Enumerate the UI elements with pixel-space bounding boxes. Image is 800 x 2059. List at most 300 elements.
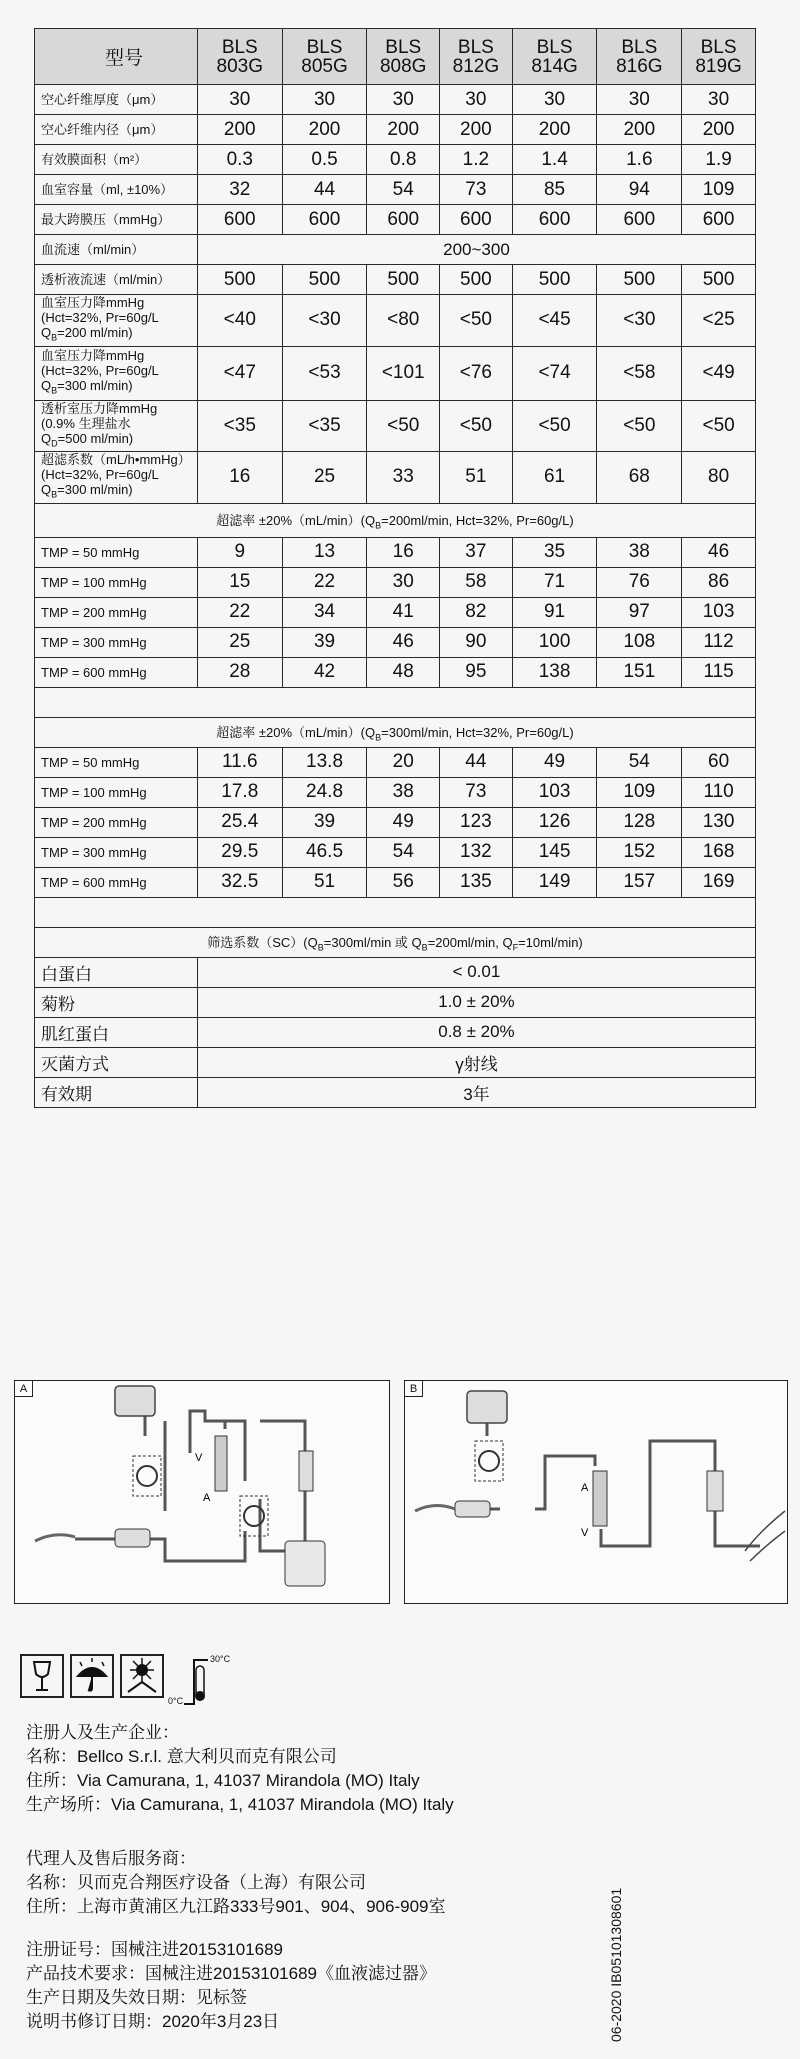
connector-icon bbox=[115, 1529, 150, 1547]
diagram-b-drawing bbox=[405, 1381, 789, 1605]
table-cell: 30 bbox=[367, 567, 440, 597]
label-line: (Hct=32%, Pr=60g/L bbox=[41, 362, 159, 378]
spec-table bbox=[34, 28, 756, 1108]
spacer-row bbox=[35, 897, 756, 927]
table-row bbox=[35, 235, 756, 265]
model-line1: BLS bbox=[536, 36, 573, 58]
registration-revised: 说明书修订日期：2020年3月23日 bbox=[26, 2012, 280, 2031]
fragile-icon bbox=[20, 1654, 64, 1698]
hemofilter-b-icon bbox=[593, 1471, 607, 1526]
table-cell: 68 bbox=[597, 452, 682, 504]
section-header bbox=[35, 927, 756, 957]
registration-cert: 注册证号：国械注进20153101689 bbox=[26, 1940, 284, 1959]
table-cell: 60 bbox=[682, 747, 756, 777]
table-cell: 97 bbox=[597, 597, 682, 627]
document-code: 06-2020 IB05101308601 bbox=[608, 1887, 624, 2042]
table-cell: 132 bbox=[440, 837, 513, 867]
table-row bbox=[35, 867, 756, 897]
table-cell: 肌红蛋白 bbox=[35, 1017, 198, 1047]
label-line: 血室压力降mmHg bbox=[41, 295, 145, 310]
spacer-row bbox=[35, 687, 756, 717]
subscript: B bbox=[375, 732, 382, 743]
table-cell: <80 bbox=[367, 295, 440, 347]
table-cell: 54 bbox=[367, 837, 440, 867]
table-cell: 200 bbox=[367, 115, 440, 145]
table-row bbox=[35, 400, 756, 452]
label-part: =200 ml/min) bbox=[57, 325, 133, 340]
label-part: Q bbox=[41, 377, 52, 393]
table-cell: 135 bbox=[440, 867, 513, 897]
table-cell: 157 bbox=[597, 867, 682, 897]
table-cell: 39 bbox=[282, 807, 367, 837]
table-row bbox=[35, 627, 756, 657]
table-cell: 115 bbox=[682, 657, 756, 687]
table-cell: 有效膜面积（m²） bbox=[35, 145, 198, 175]
model-line1: BLS bbox=[700, 36, 737, 58]
table-cell bbox=[597, 29, 682, 85]
label-part: =300 ml/min) bbox=[57, 482, 133, 498]
table-cell: 49 bbox=[367, 807, 440, 837]
table-cell: 500 bbox=[682, 265, 756, 295]
table-cell: 61 bbox=[512, 452, 597, 504]
model-line2: 808G bbox=[379, 55, 427, 77]
table-cell bbox=[367, 29, 440, 85]
table-cell: 32 bbox=[197, 175, 282, 205]
table-cell bbox=[282, 29, 367, 85]
table-cell: 200 bbox=[597, 115, 682, 145]
label-line bbox=[41, 482, 195, 503]
table-cell: 32.5 bbox=[197, 867, 282, 897]
table-cell: 123 bbox=[440, 807, 513, 837]
subscript: B bbox=[421, 942, 428, 953]
waste-bag-icon bbox=[285, 1541, 325, 1586]
saline-bag-icon bbox=[115, 1386, 155, 1416]
table-cell: 空心纤维厚度（μm） bbox=[35, 85, 198, 115]
model-line1: BLS bbox=[457, 36, 494, 58]
table-cell: 100 bbox=[512, 627, 597, 657]
table-cell: 1.4 bbox=[512, 145, 597, 175]
table-cell: 25 bbox=[197, 627, 282, 657]
manufacturer-heading: 注册人及生产企业： bbox=[26, 1723, 179, 1742]
table-cell: 49 bbox=[512, 747, 597, 777]
table-cell: TMP = 100 mmHg bbox=[35, 777, 198, 807]
table-cell: <74 bbox=[512, 346, 597, 400]
table-cell: 0.8 bbox=[367, 145, 440, 175]
table-cell: 0.5 bbox=[282, 145, 367, 175]
table-cell: 25 bbox=[282, 452, 367, 504]
table-cell bbox=[35, 927, 756, 957]
temp-low-label: 0°C bbox=[168, 1696, 184, 1706]
table-cell: <25 bbox=[682, 295, 756, 347]
subscript: B bbox=[51, 332, 58, 343]
table-cell: 15 bbox=[197, 567, 282, 597]
table-cell: 200 bbox=[440, 115, 513, 145]
table-cell: <45 bbox=[512, 295, 597, 347]
table-cell: 103 bbox=[682, 597, 756, 627]
table-cell: 有效期 bbox=[35, 1077, 198, 1107]
diagram-b-label-v: V bbox=[581, 1527, 589, 1539]
table-cell: 94 bbox=[597, 175, 682, 205]
table-cell: 86 bbox=[682, 567, 756, 597]
diagram-a-label-a: A bbox=[203, 1492, 211, 1504]
table-cell: 200 bbox=[282, 115, 367, 145]
diagram-a bbox=[14, 1380, 390, 1604]
table-cell: 血流速（ml/min） bbox=[35, 235, 198, 265]
table-cell: <53 bbox=[282, 346, 367, 400]
table-cell: 48 bbox=[367, 657, 440, 687]
table-cell: 13 bbox=[282, 537, 367, 567]
table-cell: 82 bbox=[440, 597, 513, 627]
table-row bbox=[35, 537, 756, 567]
table-cell: 透析液流速（ml/min） bbox=[35, 265, 198, 295]
table-cell: 46 bbox=[682, 537, 756, 567]
temp-high-label: 30°C bbox=[210, 1654, 231, 1664]
table-cell: 500 bbox=[282, 265, 367, 295]
table-cell: 91 bbox=[512, 597, 597, 627]
manufacturer-site: 生产场所：Via Camurana, 1, 41037 Mirandola (MO) Italy bbox=[26, 1795, 454, 1814]
hemofilter-a-icon bbox=[215, 1436, 227, 1491]
label-line: (0.9% 生理盐水 bbox=[41, 415, 131, 431]
table-row bbox=[35, 807, 756, 837]
subscript: B bbox=[51, 489, 58, 500]
table-cell: 13.8 bbox=[282, 747, 367, 777]
table-cell: 30 bbox=[597, 85, 682, 115]
table-cell: 500 bbox=[197, 265, 282, 295]
diagram-b-tag: B bbox=[405, 1381, 423, 1397]
table-cell: 109 bbox=[682, 175, 756, 205]
saline-bag-b-icon bbox=[467, 1391, 507, 1423]
model-line1: BLS bbox=[621, 36, 658, 58]
section-header bbox=[35, 503, 756, 537]
registration-dates: 生产日期及失效日期：见标签 bbox=[26, 1988, 247, 2007]
section-header bbox=[35, 717, 756, 747]
table-cell: 29.5 bbox=[197, 837, 282, 867]
diagram-b-label-a: A bbox=[581, 1482, 589, 1494]
table-cell: <30 bbox=[282, 295, 367, 347]
table-cell: 130 bbox=[682, 807, 756, 837]
table-cell: <50 bbox=[512, 400, 597, 452]
table-cell: 500 bbox=[597, 265, 682, 295]
table-row bbox=[35, 145, 756, 175]
table-cell: 37 bbox=[440, 537, 513, 567]
table-cell: 51 bbox=[440, 452, 513, 504]
subscript: D bbox=[51, 438, 58, 449]
table-cell: 最大跨膜压（mmHg） bbox=[35, 205, 198, 235]
subscript: B bbox=[317, 942, 324, 953]
table-cell: <58 bbox=[597, 346, 682, 400]
model-line1: BLS bbox=[221, 36, 258, 58]
table-cell: 1.9 bbox=[682, 145, 756, 175]
table-cell: 30 bbox=[282, 85, 367, 115]
table-cell: 44 bbox=[282, 175, 367, 205]
table-cell: 200~300 bbox=[197, 235, 755, 265]
keep-dry-icon bbox=[70, 1654, 114, 1698]
table-cell bbox=[35, 503, 756, 537]
header-text: 超滤率 ±20%（mL/min）(Q bbox=[216, 724, 376, 740]
table-cell: 90 bbox=[440, 627, 513, 657]
table-cell: 菊粉 bbox=[35, 987, 198, 1017]
registration-requirement: 产品技术要求：国械注进20153101689《血液滤过器》 bbox=[26, 1964, 436, 1983]
table-cell: <50 bbox=[440, 400, 513, 452]
table-cell: 0.8 ± 20% bbox=[197, 1017, 755, 1047]
table-cell: 51 bbox=[282, 867, 367, 897]
table-cell: <50 bbox=[440, 295, 513, 347]
table-row bbox=[35, 987, 756, 1017]
table-cell: <76 bbox=[440, 346, 513, 400]
table-cell: 200 bbox=[197, 115, 282, 145]
table-cell: 46.5 bbox=[282, 837, 367, 867]
table-row bbox=[35, 777, 756, 807]
table-cell bbox=[35, 400, 198, 452]
table-cell: 54 bbox=[597, 747, 682, 777]
table-cell: <40 bbox=[197, 295, 282, 347]
label-line: 血室压力降mmHg bbox=[41, 347, 145, 363]
table-cell: 1.6 bbox=[597, 145, 682, 175]
table-cell bbox=[35, 687, 756, 717]
table-cell: 128 bbox=[597, 807, 682, 837]
table-row bbox=[35, 265, 756, 295]
table-cell: 22 bbox=[197, 597, 282, 627]
table-row bbox=[35, 747, 756, 777]
table-row bbox=[35, 957, 756, 987]
table-cell: 169 bbox=[682, 867, 756, 897]
table-cell: 30 bbox=[440, 85, 513, 115]
table-cell bbox=[512, 29, 597, 85]
table-cell: 600 bbox=[682, 205, 756, 235]
table-row bbox=[35, 346, 756, 400]
diagram-a-tag: A bbox=[15, 1381, 33, 1397]
table-cell bbox=[35, 897, 756, 927]
header-text: =200ml/min, Hct=32%, Pr=60g/L) bbox=[381, 512, 574, 528]
table-cell: <50 bbox=[367, 400, 440, 452]
label-part: Q bbox=[41, 482, 52, 498]
table-cell: 200 bbox=[512, 115, 597, 145]
table-cell: 112 bbox=[682, 627, 756, 657]
model-line2: 814G bbox=[531, 55, 578, 77]
table-cell: <49 bbox=[682, 346, 756, 400]
subscript: F bbox=[512, 942, 519, 953]
label-line: (Hct=32%, Pr=60g/L bbox=[41, 310, 159, 325]
table-cell: 30 bbox=[512, 85, 597, 115]
table-cell: 39 bbox=[282, 627, 367, 657]
table-cell: 80 bbox=[682, 452, 756, 504]
table-cell: 28 bbox=[197, 657, 282, 687]
model-line1: BLS bbox=[385, 36, 422, 58]
table-cell: 500 bbox=[367, 265, 440, 295]
table-cell: 38 bbox=[367, 777, 440, 807]
table-cell: 600 bbox=[197, 205, 282, 235]
table-cell: 33 bbox=[367, 452, 440, 504]
table-row bbox=[35, 205, 756, 235]
table-cell: 58 bbox=[440, 567, 513, 597]
table-cell: TMP = 600 mmHg bbox=[35, 657, 198, 687]
table-cell: TMP = 600 mmHg bbox=[35, 867, 198, 897]
table-cell: 24.8 bbox=[282, 777, 367, 807]
table-row bbox=[35, 567, 756, 597]
table-cell: 46 bbox=[367, 627, 440, 657]
table-row bbox=[35, 837, 756, 867]
agent-name: 名称：贝而克合翔医疗设备（上海）有限公司 bbox=[26, 1873, 366, 1892]
table-cell: 138 bbox=[512, 657, 597, 687]
table-cell: <35 bbox=[282, 400, 367, 452]
table-cell: 56 bbox=[367, 867, 440, 897]
table-cell: 168 bbox=[682, 837, 756, 867]
table-cell bbox=[35, 346, 198, 400]
table-cell: 109 bbox=[597, 777, 682, 807]
table-cell: 95 bbox=[440, 657, 513, 687]
drip-chamber-a-icon bbox=[299, 1451, 313, 1491]
table-cell: 126 bbox=[512, 807, 597, 837]
table-cell: 54 bbox=[367, 175, 440, 205]
table-cell: 200 bbox=[682, 115, 756, 145]
model-line1: BLS bbox=[306, 36, 343, 58]
table-cell: 600 bbox=[440, 205, 513, 235]
manufacturer-name: 名称：Bellco S.r.l. 意大利贝而克有限公司 bbox=[26, 1747, 337, 1766]
model-line2: 812G bbox=[452, 55, 500, 77]
model-line2: 803G bbox=[216, 55, 264, 77]
table-row bbox=[35, 175, 756, 205]
table-cell: TMP = 300 mmHg bbox=[35, 627, 198, 657]
table-cell: 145 bbox=[512, 837, 597, 867]
table-cell: 35 bbox=[512, 537, 597, 567]
table-row bbox=[35, 1077, 756, 1107]
table-row bbox=[35, 657, 756, 687]
table-cell bbox=[35, 295, 198, 347]
diagram-b bbox=[404, 1380, 788, 1604]
table-cell: 0.3 bbox=[197, 145, 282, 175]
table-cell: 103 bbox=[512, 777, 597, 807]
table-row bbox=[35, 295, 756, 347]
table-row bbox=[35, 1047, 756, 1077]
table-cell: 600 bbox=[367, 205, 440, 235]
label-line: 超滤系数（mL/h•mmHg） bbox=[41, 452, 191, 468]
table-row bbox=[35, 115, 756, 145]
manufacturer-address: 住所：Via Camurana, 1, 41037 Mirandola (MO) Italy bbox=[26, 1771, 420, 1790]
label-part: =300 ml/min) bbox=[57, 377, 133, 393]
table-cell: 34 bbox=[282, 597, 367, 627]
table-cell: <50 bbox=[597, 400, 682, 452]
label-part: Q bbox=[41, 325, 52, 340]
header-text: =200ml/min, Q bbox=[427, 934, 513, 950]
subscript: B bbox=[51, 385, 58, 396]
table-cell: <50 bbox=[682, 400, 756, 452]
table-cell: 73 bbox=[440, 777, 513, 807]
table-row bbox=[35, 597, 756, 627]
table-row bbox=[35, 452, 756, 504]
patient-arm-icon bbox=[745, 1511, 785, 1561]
label-line: (Hct=32%, Pr=60g/L bbox=[41, 467, 159, 483]
table-cell: < 0.01 bbox=[197, 957, 755, 987]
table-cell: 38 bbox=[597, 537, 682, 567]
table-cell: 500 bbox=[440, 265, 513, 295]
header-row bbox=[35, 29, 756, 85]
table-cell: 25.4 bbox=[197, 807, 282, 837]
table-cell: <30 bbox=[597, 295, 682, 347]
label-line bbox=[41, 378, 195, 399]
table-cell: TMP = 50 mmHg bbox=[35, 747, 198, 777]
table-cell: 灭菌方式 bbox=[35, 1047, 198, 1077]
model-line2: 805G bbox=[301, 55, 348, 77]
table-cell: 30 bbox=[197, 85, 282, 115]
table-cell: 42 bbox=[282, 657, 367, 687]
keep-away-from-sunlight-icon bbox=[120, 1654, 164, 1698]
table-row bbox=[35, 1017, 756, 1047]
drip-chamber-b-icon bbox=[707, 1471, 723, 1511]
table-cell: 600 bbox=[282, 205, 367, 235]
table-cell: <101 bbox=[367, 346, 440, 400]
table-cell: 3年 bbox=[197, 1077, 755, 1107]
table-cell: 152 bbox=[597, 837, 682, 867]
table-cell: 1.2 bbox=[440, 145, 513, 175]
table-cell: 1.0 ± 20% bbox=[197, 987, 755, 1017]
label-line bbox=[41, 325, 195, 346]
label-line bbox=[41, 431, 195, 452]
connector-b-icon bbox=[455, 1501, 490, 1517]
header-text: =300ml/min 或 Q bbox=[323, 934, 422, 950]
table-cell: 30 bbox=[682, 85, 756, 115]
table-cell: 108 bbox=[597, 627, 682, 657]
table-cell: 血室容量（ml, ±10%） bbox=[35, 175, 198, 205]
header-text: =10ml/min) bbox=[518, 934, 583, 950]
table-cell: 20 bbox=[367, 747, 440, 777]
table-cell: 44 bbox=[440, 747, 513, 777]
table-cell: 9 bbox=[197, 537, 282, 567]
table-cell bbox=[35, 717, 756, 747]
table-cell: 76 bbox=[597, 567, 682, 597]
table-cell: TMP = 300 mmHg bbox=[35, 837, 198, 867]
table-cell: 16 bbox=[197, 452, 282, 504]
table-cell: TMP = 200 mmHg bbox=[35, 597, 198, 627]
header-text: 筛选系数（SC）(Q bbox=[207, 934, 318, 950]
table-cell: 85 bbox=[512, 175, 597, 205]
table-cell: 600 bbox=[512, 205, 597, 235]
table-cell: 500 bbox=[512, 265, 597, 295]
table-cell: <47 bbox=[197, 346, 282, 400]
table-cell bbox=[682, 29, 756, 85]
agent-heading: 代理人及售后服务商： bbox=[26, 1849, 196, 1868]
table-cell: 600 bbox=[597, 205, 682, 235]
table-cell: TMP = 100 mmHg bbox=[35, 567, 198, 597]
table-cell: 73 bbox=[440, 175, 513, 205]
model-line2: 819G bbox=[695, 55, 742, 77]
table-cell: <35 bbox=[197, 400, 282, 452]
table-cell: 11.6 bbox=[197, 747, 282, 777]
table-row bbox=[35, 85, 756, 115]
table-cell: 30 bbox=[367, 85, 440, 115]
label-part: =500 ml/min) bbox=[57, 430, 134, 446]
table-cell: γ射线 bbox=[197, 1047, 755, 1077]
table-cell: 17.8 bbox=[197, 777, 282, 807]
model-line2: 816G bbox=[616, 55, 663, 77]
table-cell bbox=[197, 29, 282, 85]
table-cell bbox=[35, 452, 198, 504]
table-cell bbox=[440, 29, 513, 85]
table-cell: 71 bbox=[512, 567, 597, 597]
table-cell: 149 bbox=[512, 867, 597, 897]
label-part: Q bbox=[41, 430, 52, 446]
table-cell: 41 bbox=[367, 597, 440, 627]
diagram-a-drawing bbox=[15, 1381, 391, 1605]
diagram-a-label-v: V bbox=[195, 1452, 203, 1464]
agent-address: 住所：上海市黄浦区九江路333号901、904、906-909室 bbox=[26, 1897, 446, 1916]
table-cell: 型号 bbox=[35, 29, 198, 85]
table-cell: 白蛋白 bbox=[35, 957, 198, 987]
table-cell: TMP = 200 mmHg bbox=[35, 807, 198, 837]
subscript: B bbox=[375, 520, 382, 531]
table-cell: 22 bbox=[282, 567, 367, 597]
label-line: 透析室压力降mmHg bbox=[41, 400, 158, 416]
header-text: =300ml/min, Hct=32%, Pr=60g/L) bbox=[381, 724, 574, 740]
